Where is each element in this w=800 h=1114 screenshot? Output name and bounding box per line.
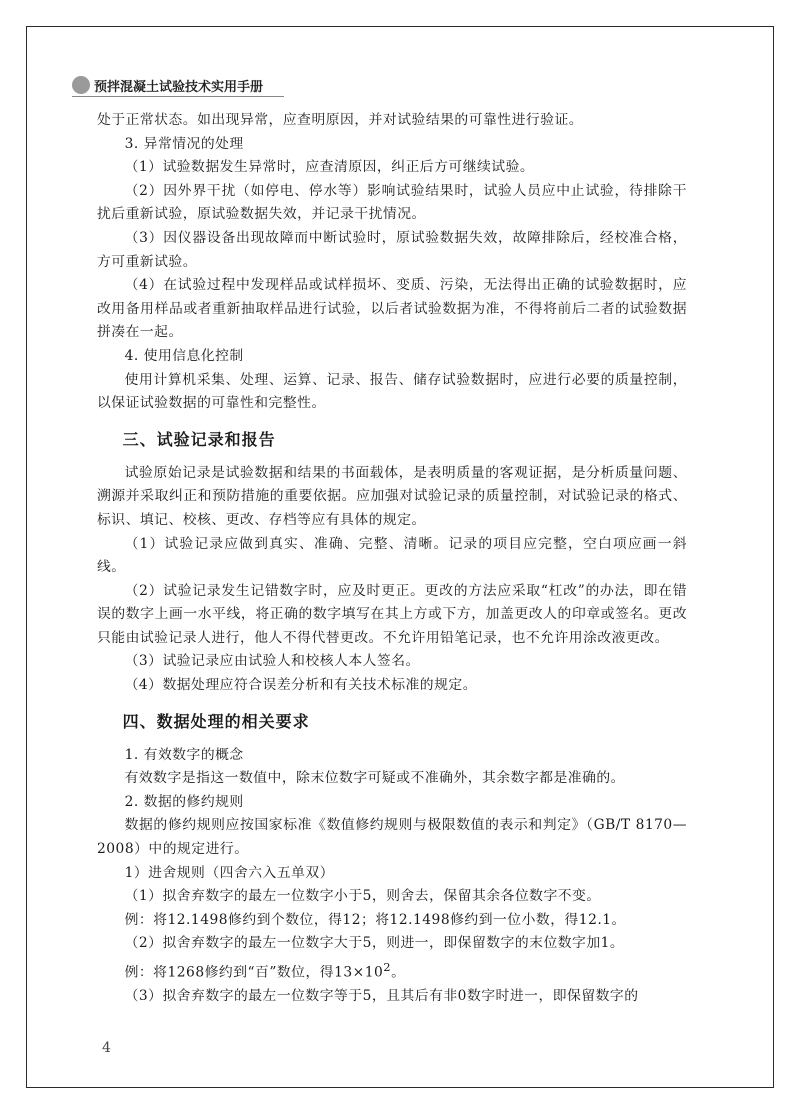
subheading: 2. 数据的修约规则: [124, 793, 244, 810]
header-rule: [72, 96, 284, 97]
paragraph: （1）试验记录应做到真实、准确、完整、清晰。记录的项目应完整，空白项应画一斜线。: [97, 535, 687, 576]
example-text: 例：将1268修约到“百”数位，得13×10: [124, 964, 384, 981]
section-heading: 四、数据处理的相关要求: [122, 711, 310, 731]
page-number: 4: [102, 1040, 111, 1056]
paragraph: （4）数据处理应符合误差分析和有关技术标准的规定。: [124, 677, 477, 694]
paragraph: 数据的修约规则应按国家标准《数值修约规则与极限数值的表示和判定》（GB/T 8170—2008）中的规定进行。: [97, 817, 687, 858]
paragraph: （3）试验记录应由试验人和校核人本人签名。: [124, 653, 420, 670]
paragraph: （2）因外界干扰（如停电、停水等）影响试验结果时，试验人员应中止试验，待排除干扰后重新试验，原试验数据失效，并记录干扰情况。: [97, 182, 687, 223]
section-heading: 三、试验记录和报告: [122, 429, 276, 449]
paragraph: （1）拟舍弃数字的最左一位数字小于5，则舍去，保留其余各位数字不变。: [124, 888, 601, 905]
paragraph: 有效数字是指这一数值中，除末位数字可疑或不准确外，其余数字都是准确的。: [124, 770, 625, 787]
paragraph: 处于正常状态。如出现异常，应查明原因，并对试验结果的可靠性进行验证。: [97, 112, 584, 128]
example: 例：将12.1498修约到个数位，得12；将12.1498修约到一位小数，得12.1。: [124, 911, 626, 928]
exponent: 2: [383, 960, 392, 974]
paragraph: （2）试验记录发生记错数字时，应及时更正。更改的方法应采取“杠改”的办法，即在错误的数字上画一水平线，将正确的数字填写在其上方或下方，加盖更改人的印章或签名。更改只能由试验记录人进行，他人不得代替更改。不允许用铅笔记录，也不允许用涂改液更改。: [97, 582, 687, 646]
paragraph: （1）试验数据发生异常时，应查清原因，纠正后方可继续试验。: [124, 159, 535, 176]
paragraph: （3）因仪器设备出现故障而中断试验时，原试验数据失效，故障排除后，经校准合格，方可重新试验。: [97, 229, 687, 270]
subheading: 3. 异常情况的处理: [124, 135, 244, 152]
header-circle-icon: [72, 76, 90, 94]
page-body: [97, 109, 687, 1009]
running-header: [72, 72, 284, 98]
paragraph: （2）拟舍弃数字的最左一位数字大于5，则进一，即保留数字的末位数字加1。: [124, 935, 625, 952]
example: [97, 956, 687, 985]
example-end: 。: [391, 964, 406, 981]
paragraph: 试验原始记录是试验数据和结果的书面载体，是表明质量的客观证据，是分析质量问题、溯源并采取纠正和预防措施的重要依据。应加强对试验记录的质量控制，对试验记录的格式、标识、填记、校核、更改、存档等应有具体的规定。: [97, 464, 687, 528]
paragraph: 使用计算机采集、处理、运算、记录、报告、储存试验数据时，应进行必要的质量控制，以保证试验数据的可靠性和完整性。: [97, 371, 687, 412]
paragraph: （4）在试验过程中发现样品或试样损坏、变质、污染，无法得出正确的试验数据时，应改用备用样品或者重新抽取样品进行试验，以后者试验数据为准，不得将前后二者的试验数据拼凑在一起。: [97, 277, 687, 341]
subheading: 4. 使用信息化控制: [124, 347, 244, 364]
paragraph: （3）拟舍弃数字的最左一位数字等于5，且其后有非0数字时进一，即保留数字的: [124, 988, 639, 1005]
subheading: 1. 有效数字的概念: [124, 746, 244, 763]
book-title: 预拌混凝土试验技术实用手册: [94, 79, 264, 95]
subheading: 1）进舍规则（四舍六入五单双）: [124, 864, 335, 881]
